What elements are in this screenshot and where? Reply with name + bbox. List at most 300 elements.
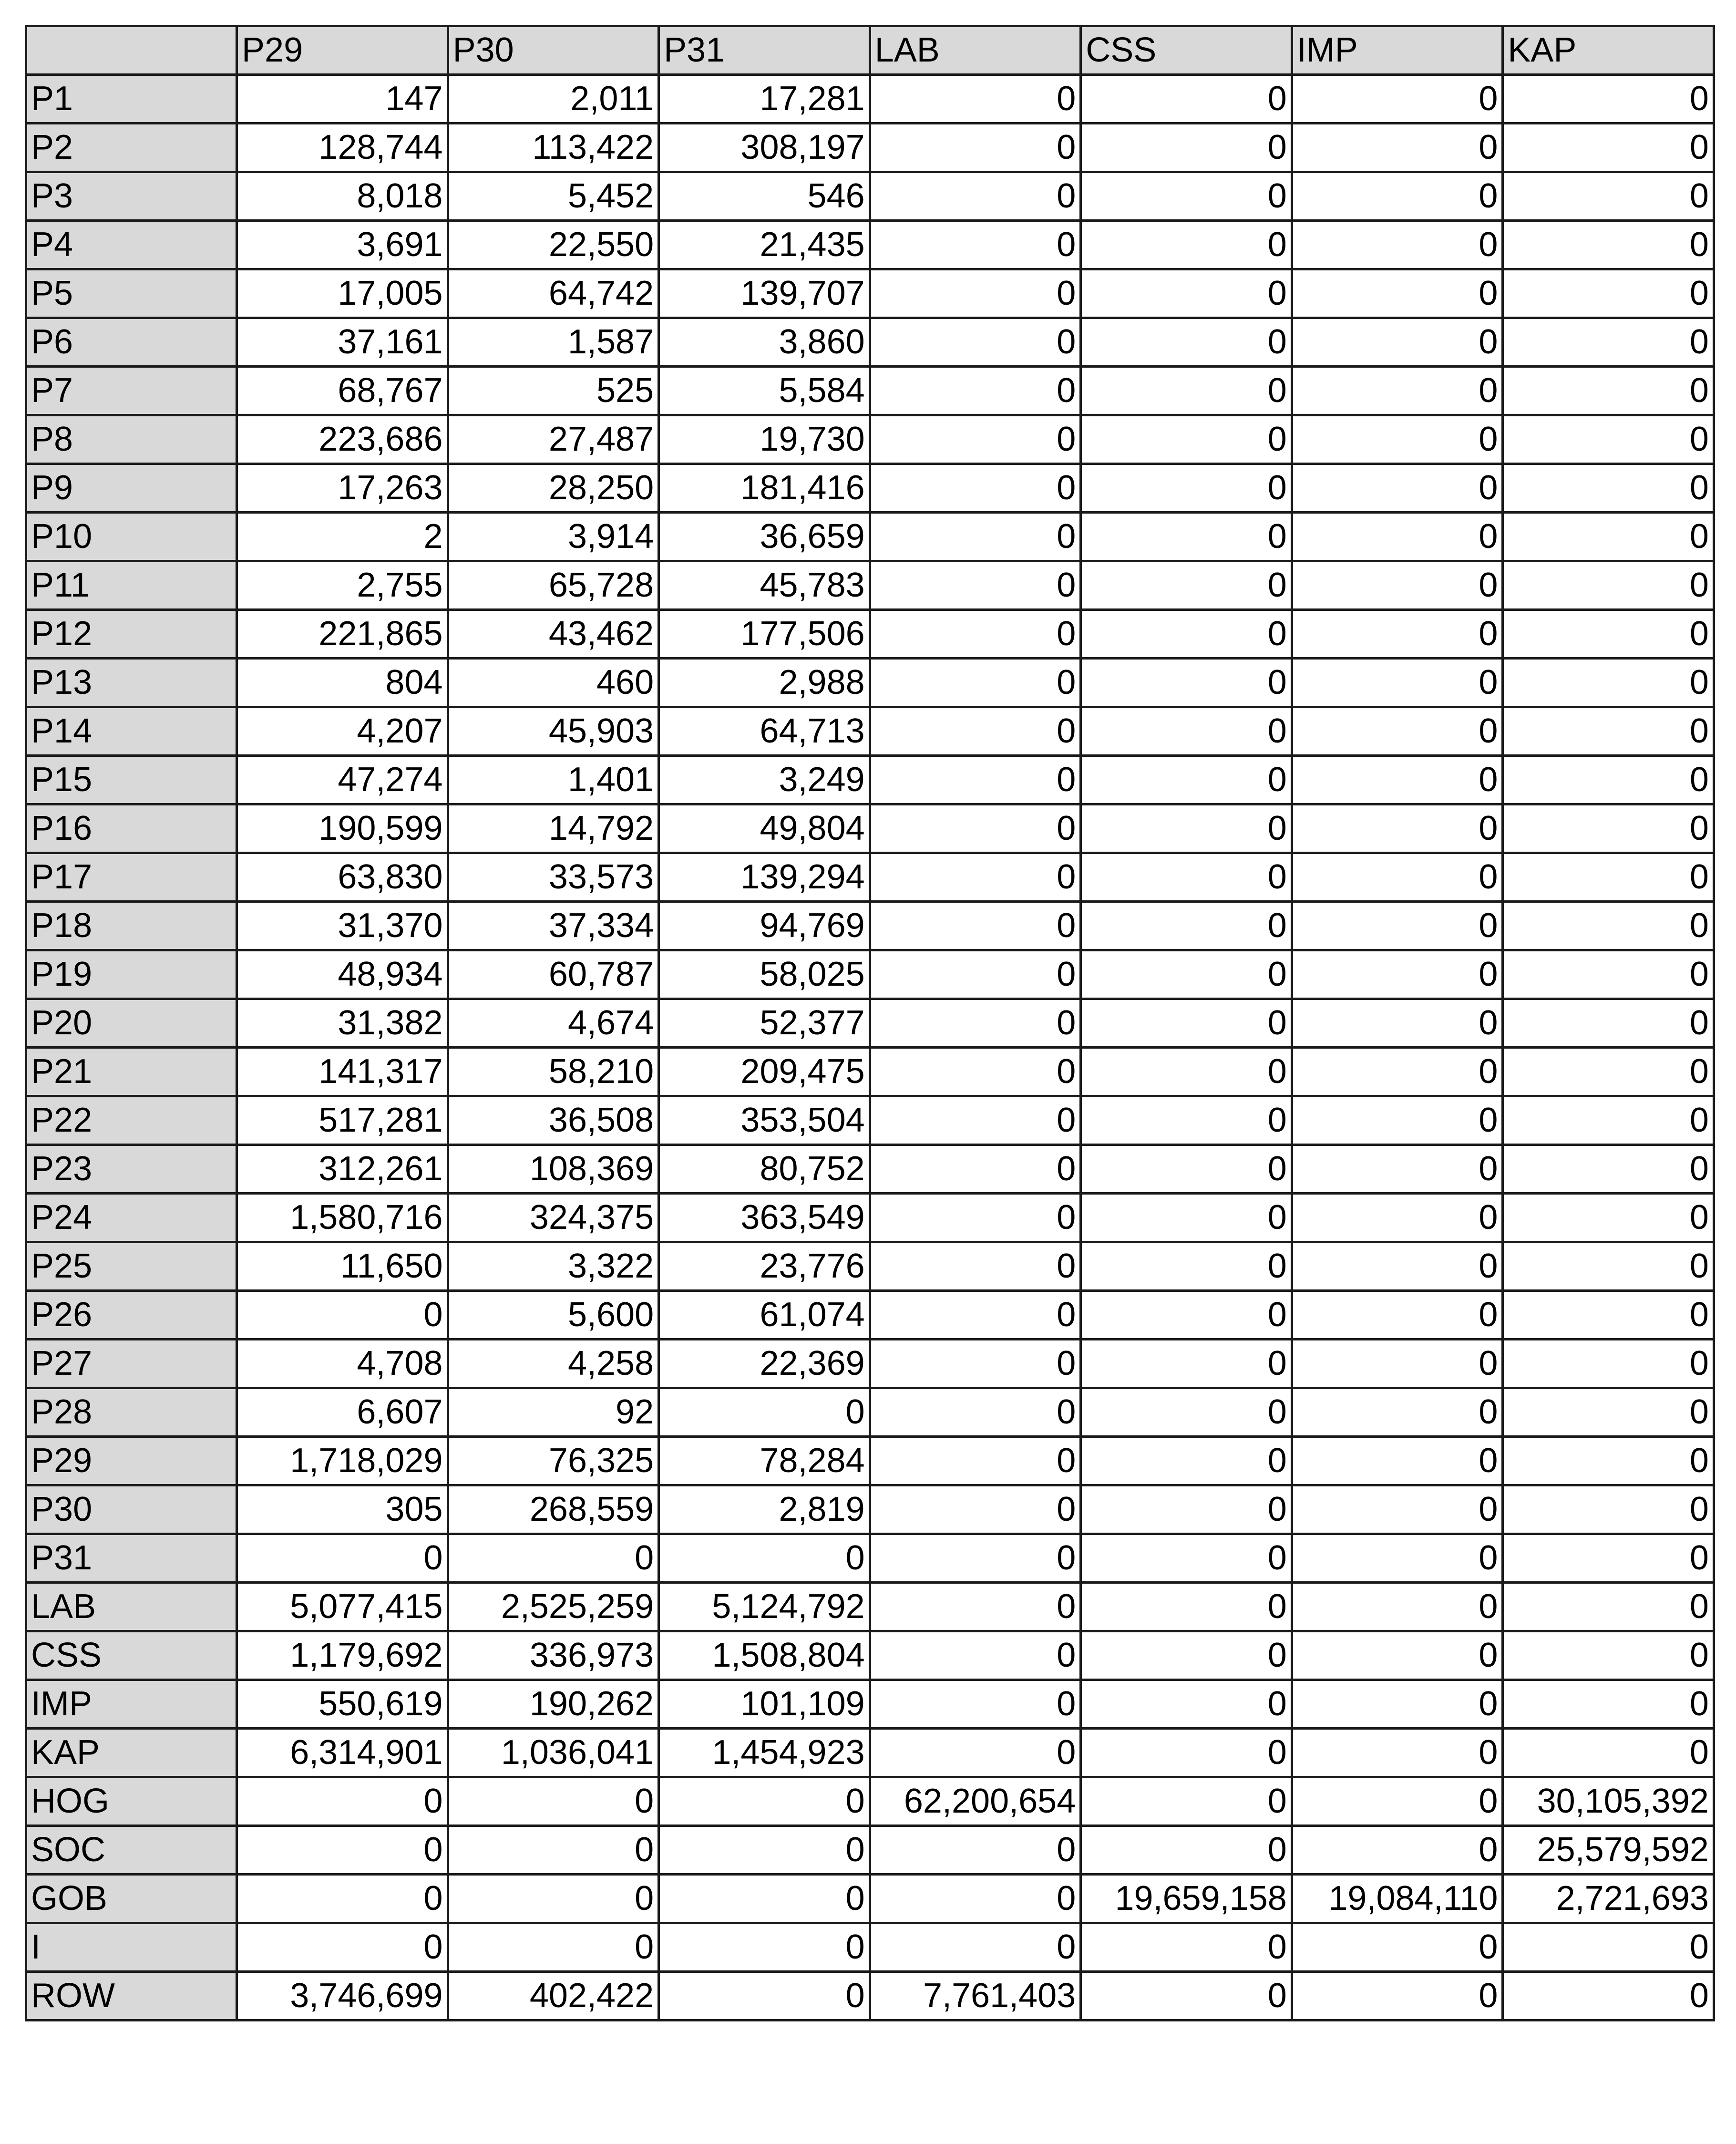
row-header: P6 xyxy=(26,318,237,367)
table-cell: 0 xyxy=(870,1145,1081,1194)
row-header: P17 xyxy=(26,853,237,902)
table-cell: 64,742 xyxy=(448,269,659,318)
data-table xyxy=(25,25,1715,2021)
table-cell: 0 xyxy=(870,1242,1081,1291)
table-cell: 0 xyxy=(1503,1923,1714,1972)
table-cell: 0 xyxy=(1503,367,1714,415)
table-cell: 0 xyxy=(237,1875,448,1923)
row-header: P1 xyxy=(26,75,237,124)
table-cell: 68,767 xyxy=(237,367,448,415)
table-cell: 1,508,804 xyxy=(659,1631,870,1680)
table-cell: 62,200,654 xyxy=(870,1777,1081,1826)
table-cell: 36,659 xyxy=(659,513,870,561)
table-cell: 58,025 xyxy=(659,950,870,999)
table-cell: 0 xyxy=(659,1875,870,1923)
table-cell: 25,579,592 xyxy=(1503,1826,1714,1875)
table-row xyxy=(26,1340,1714,1388)
table-cell: 0 xyxy=(1081,124,1292,172)
table-row xyxy=(26,269,1714,318)
table-cell: 0 xyxy=(1292,1583,1503,1631)
table-cell: 139,707 xyxy=(659,269,870,318)
table-cell: 0 xyxy=(870,756,1081,804)
column-header: LAB xyxy=(870,26,1081,75)
table-cell: 64,713 xyxy=(659,707,870,756)
table-row xyxy=(26,659,1714,707)
table-cell: 0 xyxy=(659,1972,870,2020)
table-cell: 0 xyxy=(870,1194,1081,1242)
table-cell: 0 xyxy=(448,1923,659,1972)
row-header: P3 xyxy=(26,172,237,221)
column-header: P31 xyxy=(659,26,870,75)
table-cell: 0 xyxy=(870,1437,1081,1485)
row-header: P29 xyxy=(26,1437,237,1485)
table-row xyxy=(26,1096,1714,1145)
row-header: P15 xyxy=(26,756,237,804)
row-header: SOC xyxy=(26,1826,237,1875)
table-cell: 0 xyxy=(1081,513,1292,561)
table-cell: 0 xyxy=(1292,1096,1503,1145)
table-cell: 0 xyxy=(1081,1826,1292,1875)
table-cell: 0 xyxy=(870,172,1081,221)
table-cell: 0 xyxy=(1503,853,1714,902)
table-cell: 0 xyxy=(1292,1729,1503,1777)
table-cell: 0 xyxy=(448,1777,659,1826)
table-cell: 45,903 xyxy=(448,707,659,756)
table-cell: 3,914 xyxy=(448,513,659,561)
corner-cell xyxy=(26,26,237,75)
table-row xyxy=(26,1242,1714,1291)
table-cell: 0 xyxy=(1292,756,1503,804)
table-cell: 0 xyxy=(237,1777,448,1826)
table-cell: 804 xyxy=(237,659,448,707)
table-cell: 0 xyxy=(1081,1631,1292,1680)
table-cell: 0 xyxy=(1081,1242,1292,1291)
table-cell: 0 xyxy=(1292,318,1503,367)
row-header: P27 xyxy=(26,1340,237,1388)
table-cell: 209,475 xyxy=(659,1048,870,1096)
table-cell: 0 xyxy=(1081,1145,1292,1194)
table-row xyxy=(26,172,1714,221)
table-cell: 460 xyxy=(448,659,659,707)
table-cell: 0 xyxy=(1503,415,1714,464)
table-cell: 0 xyxy=(237,1923,448,1972)
column-header: IMP xyxy=(1292,26,1503,75)
table-cell: 0 xyxy=(1292,221,1503,269)
table-cell: 5,077,415 xyxy=(237,1583,448,1631)
table-cell: 0 xyxy=(1292,367,1503,415)
table-cell: 0 xyxy=(1081,1388,1292,1437)
table-cell: 0 xyxy=(1292,1826,1503,1875)
table-cell: 0 xyxy=(1292,415,1503,464)
table-cell: 177,506 xyxy=(659,610,870,659)
table-cell: 0 xyxy=(870,1680,1081,1729)
table-row xyxy=(26,1826,1714,1875)
table-cell: 0 xyxy=(659,1534,870,1583)
table-cell: 0 xyxy=(870,318,1081,367)
table-cell: 0 xyxy=(1292,1242,1503,1291)
table-cell: 6,314,901 xyxy=(237,1729,448,1777)
table-cell: 0 xyxy=(1292,1534,1503,1583)
table-row xyxy=(26,1972,1714,2020)
table-cell: 2,988 xyxy=(659,659,870,707)
row-header: P13 xyxy=(26,659,237,707)
table-cell: 1,587 xyxy=(448,318,659,367)
table-cell: 61,074 xyxy=(659,1291,870,1340)
row-header: P23 xyxy=(26,1145,237,1194)
table-cell: 0 xyxy=(1503,1388,1714,1437)
table-cell: 308,197 xyxy=(659,124,870,172)
table-cell: 0 xyxy=(870,950,1081,999)
table-cell: 550,619 xyxy=(237,1680,448,1729)
table-cell: 78,284 xyxy=(659,1437,870,1485)
table-cell: 0 xyxy=(1503,1291,1714,1340)
table-cell: 0 xyxy=(1292,1923,1503,1972)
table-cell: 0 xyxy=(1081,804,1292,853)
row-header: P19 xyxy=(26,950,237,999)
table-cell: 22,369 xyxy=(659,1340,870,1388)
table-cell: 0 xyxy=(448,1826,659,1875)
table-cell: 0 xyxy=(1081,1340,1292,1388)
table-cell: 0 xyxy=(1503,1485,1714,1534)
row-header: P18 xyxy=(26,902,237,950)
table-cell: 305 xyxy=(237,1485,448,1534)
table-row xyxy=(26,1534,1714,1583)
table-cell: 17,263 xyxy=(237,464,448,513)
table-cell: 8,018 xyxy=(237,172,448,221)
table-cell: 0 xyxy=(1292,659,1503,707)
table-cell: 141,317 xyxy=(237,1048,448,1096)
table-cell: 0 xyxy=(870,221,1081,269)
table-cell: 0 xyxy=(1292,75,1503,124)
table-row xyxy=(26,1777,1714,1826)
table-cell: 23,776 xyxy=(659,1242,870,1291)
table-row xyxy=(26,1388,1714,1437)
table-cell: 0 xyxy=(1292,804,1503,853)
table-cell: 0 xyxy=(1503,172,1714,221)
table-cell: 17,005 xyxy=(237,269,448,318)
table-row xyxy=(26,950,1714,999)
table-row xyxy=(26,1923,1714,1972)
row-header: P26 xyxy=(26,1291,237,1340)
table-cell: 0 xyxy=(1503,1096,1714,1145)
table-cell: 0 xyxy=(870,1583,1081,1631)
table-cell: 36,508 xyxy=(448,1096,659,1145)
table-cell: 0 xyxy=(1081,1777,1292,1826)
table-cell: 0 xyxy=(870,1631,1081,1680)
table-cell: 0 xyxy=(870,1729,1081,1777)
table-cell: 4,207 xyxy=(237,707,448,756)
table-cell: 0 xyxy=(1503,1242,1714,1291)
table-row xyxy=(26,367,1714,415)
table-cell: 45,783 xyxy=(659,561,870,610)
row-header: HOG xyxy=(26,1777,237,1826)
table-row xyxy=(26,1729,1714,1777)
table-cell: 0 xyxy=(1503,1972,1714,2020)
table-cell: 0 xyxy=(1503,999,1714,1048)
table-cell: 0 xyxy=(1503,318,1714,367)
table-cell: 0 xyxy=(870,1340,1081,1388)
table-cell: 2,011 xyxy=(448,75,659,124)
table-cell: 0 xyxy=(1292,124,1503,172)
row-header: P16 xyxy=(26,804,237,853)
table-cell: 101,109 xyxy=(659,1680,870,1729)
table-cell: 17,281 xyxy=(659,75,870,124)
table-cell: 1,179,692 xyxy=(237,1631,448,1680)
table-cell: 22,550 xyxy=(448,221,659,269)
table-cell: 94,769 xyxy=(659,902,870,950)
column-header: P30 xyxy=(448,26,659,75)
table-cell: 0 xyxy=(448,1534,659,1583)
table-cell: 139,294 xyxy=(659,853,870,902)
column-header: KAP xyxy=(1503,26,1714,75)
table-cell: 0 xyxy=(1081,318,1292,367)
table-cell: 0 xyxy=(1503,75,1714,124)
row-header: ROW xyxy=(26,1972,237,2020)
table-cell: 2,525,259 xyxy=(448,1583,659,1631)
row-header: P9 xyxy=(26,464,237,513)
row-header: P2 xyxy=(26,124,237,172)
table-cell: 0 xyxy=(870,1826,1081,1875)
table-cell: 3,322 xyxy=(448,1242,659,1291)
table-cell: 47,274 xyxy=(237,756,448,804)
column-header: CSS xyxy=(1081,26,1292,75)
table-cell: 0 xyxy=(1503,1680,1714,1729)
table-cell: 0 xyxy=(1292,561,1503,610)
table-cell: 0 xyxy=(1081,853,1292,902)
table-cell: 2,819 xyxy=(659,1485,870,1534)
table-cell: 0 xyxy=(1292,1340,1503,1388)
table-cell: 0 xyxy=(1081,1923,1292,1972)
table-cell: 0 xyxy=(1292,1777,1503,1826)
table-cell: 11,650 xyxy=(237,1242,448,1291)
table-cell: 128,744 xyxy=(237,124,448,172)
table-cell: 517,281 xyxy=(237,1096,448,1145)
table-cell: 4,708 xyxy=(237,1340,448,1388)
table-cell: 6,607 xyxy=(237,1388,448,1437)
table-cell: 0 xyxy=(870,804,1081,853)
table-cell: 0 xyxy=(1503,902,1714,950)
table-cell: 0 xyxy=(1081,561,1292,610)
table-row xyxy=(26,513,1714,561)
table-cell: 60,787 xyxy=(448,950,659,999)
table-cell: 0 xyxy=(1503,659,1714,707)
table-row xyxy=(26,610,1714,659)
table-cell: 108,369 xyxy=(448,1145,659,1194)
table-cell: 58,210 xyxy=(448,1048,659,1096)
table-cell: 37,334 xyxy=(448,902,659,950)
table-cell: 0 xyxy=(1081,1729,1292,1777)
table-cell: 28,250 xyxy=(448,464,659,513)
table-cell: 65,728 xyxy=(448,561,659,610)
table-cell: 0 xyxy=(870,1875,1081,1923)
table-row xyxy=(26,1485,1714,1534)
table-cell: 0 xyxy=(870,1923,1081,1972)
table-cell: 0 xyxy=(1503,610,1714,659)
table-cell: 19,730 xyxy=(659,415,870,464)
table-cell: 0 xyxy=(1292,950,1503,999)
table-cell: 324,375 xyxy=(448,1194,659,1242)
table-cell: 0 xyxy=(1292,610,1503,659)
table-row xyxy=(26,1583,1714,1631)
table-cell: 37,161 xyxy=(237,318,448,367)
table-cell: 0 xyxy=(1503,124,1714,172)
table-cell: 0 xyxy=(870,415,1081,464)
table-cell: 0 xyxy=(659,1388,870,1437)
table-cell: 0 xyxy=(1503,1534,1714,1583)
table-cell: 0 xyxy=(1503,1437,1714,1485)
row-header: P28 xyxy=(26,1388,237,1437)
table-row xyxy=(26,124,1714,172)
table-cell: 0 xyxy=(1081,1194,1292,1242)
table-cell: 92 xyxy=(448,1388,659,1437)
table-cell: 0 xyxy=(237,1291,448,1340)
table-cell: 0 xyxy=(1081,610,1292,659)
row-header: P25 xyxy=(26,1242,237,1291)
table-cell: 48,934 xyxy=(237,950,448,999)
table-row xyxy=(26,853,1714,902)
table-cell: 0 xyxy=(1081,950,1292,999)
table-cell: 0 xyxy=(659,1923,870,1972)
table-cell: 0 xyxy=(870,1388,1081,1437)
table-cell: 0 xyxy=(870,853,1081,902)
table-cell: 1,036,041 xyxy=(448,1729,659,1777)
table-cell: 0 xyxy=(1292,1972,1503,2020)
table-cell: 0 xyxy=(1292,1631,1503,1680)
table-cell: 0 xyxy=(870,75,1081,124)
table-cell: 63,830 xyxy=(237,853,448,902)
table-row xyxy=(26,1291,1714,1340)
table-row xyxy=(26,902,1714,950)
table-cell: 0 xyxy=(870,1048,1081,1096)
row-header: P14 xyxy=(26,707,237,756)
table-cell: 221,865 xyxy=(237,610,448,659)
table-cell: 0 xyxy=(1292,902,1503,950)
table-cell: 0 xyxy=(1292,999,1503,1048)
table-cell: 0 xyxy=(870,902,1081,950)
table-cell: 336,973 xyxy=(448,1631,659,1680)
table-cell: 33,573 xyxy=(448,853,659,902)
table-cell: 0 xyxy=(237,1534,448,1583)
table-cell: 76,325 xyxy=(448,1437,659,1485)
table-cell: 4,258 xyxy=(448,1340,659,1388)
table-cell: 0 xyxy=(1503,1583,1714,1631)
table-cell: 0 xyxy=(1081,269,1292,318)
table-cell: 0 xyxy=(870,1096,1081,1145)
row-header: LAB xyxy=(26,1583,237,1631)
table-row xyxy=(26,1631,1714,1680)
table-cell: 0 xyxy=(1081,1680,1292,1729)
table-cell: 181,416 xyxy=(659,464,870,513)
table-cell: 14,792 xyxy=(448,804,659,853)
table-cell: 147 xyxy=(237,75,448,124)
table-cell: 7,761,403 xyxy=(870,1972,1081,2020)
table-row xyxy=(26,75,1714,124)
column-header: P29 xyxy=(237,26,448,75)
table-row xyxy=(26,1048,1714,1096)
table-cell: 0 xyxy=(1081,999,1292,1048)
table-cell: 0 xyxy=(1503,1194,1714,1242)
table-cell: 0 xyxy=(1081,1485,1292,1534)
table-cell: 0 xyxy=(1081,707,1292,756)
table-cell: 0 xyxy=(1503,707,1714,756)
table-cell: 0 xyxy=(1503,804,1714,853)
table-cell: 0 xyxy=(870,999,1081,1048)
table-cell: 0 xyxy=(870,659,1081,707)
table-cell: 0 xyxy=(1292,1291,1503,1340)
table-row xyxy=(26,1680,1714,1729)
table-row xyxy=(26,1875,1714,1923)
table-cell: 0 xyxy=(1503,1048,1714,1096)
table-row xyxy=(26,756,1714,804)
table-cell: 0 xyxy=(870,464,1081,513)
row-header: P5 xyxy=(26,269,237,318)
table-cell: 0 xyxy=(870,610,1081,659)
table-cell: 0 xyxy=(1081,75,1292,124)
table-cell: 0 xyxy=(1503,756,1714,804)
table-cell: 30,105,392 xyxy=(1503,1777,1714,1826)
table-cell: 0 xyxy=(1292,853,1503,902)
table-cell: 52,377 xyxy=(659,999,870,1048)
table-cell: 5,600 xyxy=(448,1291,659,1340)
table-cell: 0 xyxy=(1081,464,1292,513)
table-cell: 0 xyxy=(1292,172,1503,221)
table-cell: 0 xyxy=(659,1826,870,1875)
table-cell: 80,752 xyxy=(659,1145,870,1194)
table-cell: 546 xyxy=(659,172,870,221)
table-cell: 3,860 xyxy=(659,318,870,367)
table-cell: 0 xyxy=(1081,1048,1292,1096)
table-cell: 190,262 xyxy=(448,1680,659,1729)
table-cell: 353,504 xyxy=(659,1096,870,1145)
row-header: P31 xyxy=(26,1534,237,1583)
row-header: P30 xyxy=(26,1485,237,1534)
table-header xyxy=(26,26,1714,75)
table-cell: 27,487 xyxy=(448,415,659,464)
table-cell: 0 xyxy=(870,1534,1081,1583)
table-row xyxy=(26,1145,1714,1194)
row-header: P4 xyxy=(26,221,237,269)
table-cell: 0 xyxy=(1081,172,1292,221)
table-cell: 0 xyxy=(870,367,1081,415)
table-cell: 0 xyxy=(1081,659,1292,707)
table-row xyxy=(26,464,1714,513)
table-cell: 402,422 xyxy=(448,1972,659,2020)
table-cell: 3,249 xyxy=(659,756,870,804)
table-row xyxy=(26,415,1714,464)
row-header: IMP xyxy=(26,1680,237,1729)
table-row xyxy=(26,221,1714,269)
row-header: P8 xyxy=(26,415,237,464)
table-cell: 0 xyxy=(1292,1048,1503,1096)
table-cell: 0 xyxy=(870,1485,1081,1534)
table-row xyxy=(26,318,1714,367)
table-cell: 0 xyxy=(1292,464,1503,513)
table-row xyxy=(26,1437,1714,1485)
table-cell: 0 xyxy=(1081,221,1292,269)
table-cell: 0 xyxy=(870,561,1081,610)
row-header: P21 xyxy=(26,1048,237,1096)
table-cell: 43,462 xyxy=(448,610,659,659)
row-header: KAP xyxy=(26,1729,237,1777)
table-cell: 0 xyxy=(448,1875,659,1923)
table-cell: 0 xyxy=(1503,1729,1714,1777)
table-cell: 0 xyxy=(1292,1388,1503,1437)
table-cell: 0 xyxy=(1503,269,1714,318)
header-row xyxy=(26,26,1714,75)
table-cell: 0 xyxy=(237,1826,448,1875)
table-cell: 363,549 xyxy=(659,1194,870,1242)
table-cell: 0 xyxy=(1292,1145,1503,1194)
